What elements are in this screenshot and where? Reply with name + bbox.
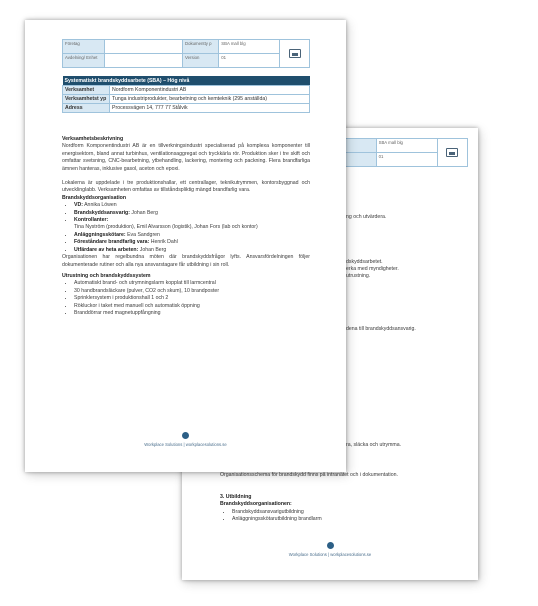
- front-hdr-company-val: [104, 40, 183, 54]
- list-item: • Anläggningsskötarutbildning brandlarm: [232, 516, 470, 523]
- training-list: [220, 509, 470, 524]
- image-placeholder-icon: [446, 148, 458, 157]
- back-fragment-6: ra, släcka och utrymma.: [346, 442, 402, 448]
- section3-heading: 3. Utbildning: [220, 494, 252, 500]
- front-hdr-doctype-key: Dokumentty p: [183, 40, 219, 54]
- back-section-utbildning: [220, 494, 470, 524]
- info-key: Adress: [63, 104, 110, 113]
- back-footer-text: Workplace Solutions | workplacesolutions.se: [288, 552, 372, 557]
- front-page: [25, 20, 346, 472]
- back-hdr-version-val: 01: [376, 153, 437, 167]
- image-placeholder-icon: [289, 49, 301, 58]
- front-body: [62, 136, 310, 317]
- section3-subheading: Brandskyddsorganisationen:: [220, 501, 292, 508]
- list-item: • 30 handbrandsläckare (pulver, CO2 och skum), 10 brandposter: [74, 288, 310, 295]
- list-item: • Automatiskt brand- och utrymningslarm kopplat till larmcentral: [74, 280, 310, 287]
- kontrollanter-text: Tina Nyström (produktion), Emil Alvarsson (logistik), Johan Fors (lab och kontor): [74, 224, 258, 231]
- front-hdr-dept-key: Avdelning/ Enhet: [63, 54, 105, 68]
- info-value: Tunga industriprodukter, bearbetning och kemteknik (295 anställda): [110, 95, 310, 104]
- front-hdr-doctype-val: SBA mall blg: [219, 40, 280, 54]
- front-hdr-dept-val: [104, 54, 183, 68]
- globe-icon: [182, 432, 189, 439]
- back-fragment-4: utrustning.: [346, 273, 371, 279]
- desc-paragraph-2: Lokalerna är uppdelade i tre produktionshallar, ett centrallager, teknikutrymmen, kontorsbyggnad och utvecklinglabb. Verksamheten omfattas av tillståndspliktig mängd brandfarlig vara.: [62, 180, 310, 194]
- info-key: Verksamhetst yp: [63, 95, 110, 104]
- desc-heading: Verksamhetsbeskrivning: [62, 136, 124, 142]
- back-fragment-5: dena till brandskyddsansvarig.: [346, 326, 416, 332]
- back-org-line: Organisationsschema för brandskydd finns på intranätet och i dokumentation.: [220, 472, 398, 478]
- list-item: • Föreståndare brandfarlig vara: Henrik Dahl: [74, 239, 310, 246]
- list-item: • Rökluckor i taket med manuell och automatisk öppning: [74, 303, 310, 310]
- back-fragment-2: dskyddsarbetet.: [346, 259, 383, 265]
- list-item: • VD: Annika Löwen: [74, 202, 310, 209]
- front-hdr-company-key: Företag: [63, 40, 105, 54]
- org-paragraph: Organisationen har regelbundna möten där brandskyddsfrågor lyfts. Ansvarsfördelningen följer dokumenterade rutiner och alla nya ansvarstagare får utbildning i sin roll.: [62, 254, 310, 268]
- equip-list: [62, 280, 310, 317]
- list-item: • Sprinklersystem i produktionshall 1 och 2: [74, 295, 310, 302]
- front-logo-cell: [280, 40, 310, 68]
- front-header-table: [62, 39, 310, 68]
- org-list: [62, 202, 310, 254]
- sba-info-table: [62, 76, 310, 113]
- list-item: • Branddörrar med magnetuppfångning: [74, 310, 310, 317]
- back-footer: [182, 542, 478, 557]
- front-footer: [25, 432, 346, 447]
- org-heading: Brandskyddsorganisation: [62, 194, 126, 201]
- desc-paragraph-1: Nordform Komponentindustri AB är en tillverkningsindustri specialiserad på komplexa komponenter till energisektorn, bland annat turbinhus, ventilationsaggregat och tryckkärla rör. Produktion sker i tre skift och omfattar svetsning, CNC-bearbetning, ytbehandling, lackering, montering och packning. Flera brandfarliga ämnen hanteras, inklusive gasol, aceton och epoxi.: [62, 143, 310, 172]
- globe-icon: [327, 542, 334, 549]
- equip-heading: Utrustning och brandskyddssystem: [62, 272, 151, 279]
- info-key: Verksamhet: [63, 86, 110, 95]
- front-footer-text: Workplace Solutions | workplacesolutions.se: [144, 442, 227, 447]
- list-item: • Anläggningsskötare: Eva Sandgren: [74, 232, 310, 239]
- list-item: • Utfärdare av heta arbeten: Johan Berg: [74, 247, 310, 254]
- info-value: Processvägen 14, 777 77 Stålvik: [110, 104, 310, 113]
- info-value: Nordform Komponentindustri AB: [110, 86, 310, 95]
- back-fragment-3: erka med myndigheter.: [346, 266, 399, 272]
- list-item: • Brandskyddsansvarig: Johan Berg: [74, 210, 310, 217]
- sba-title: Systematiskt brandskyddsarbete (SBA) – Hög nivå: [63, 76, 310, 86]
- front-hdr-version-key: Version: [183, 54, 219, 68]
- list-item: • Brandskyddsansvarigutbildning: [232, 509, 470, 516]
- back-logo-cell: [437, 139, 467, 167]
- back-fragment-1: ng och utvärdera.: [346, 214, 387, 220]
- list-item: • Kontrollanter: Tina Nyström (produktion), Emil Alvarsson (logistik), Johan Fors (lab och kontor): [74, 217, 310, 232]
- back-hdr-doctype-val: SBA mall blg: [376, 139, 437, 153]
- front-hdr-version-val: 01: [219, 54, 280, 68]
